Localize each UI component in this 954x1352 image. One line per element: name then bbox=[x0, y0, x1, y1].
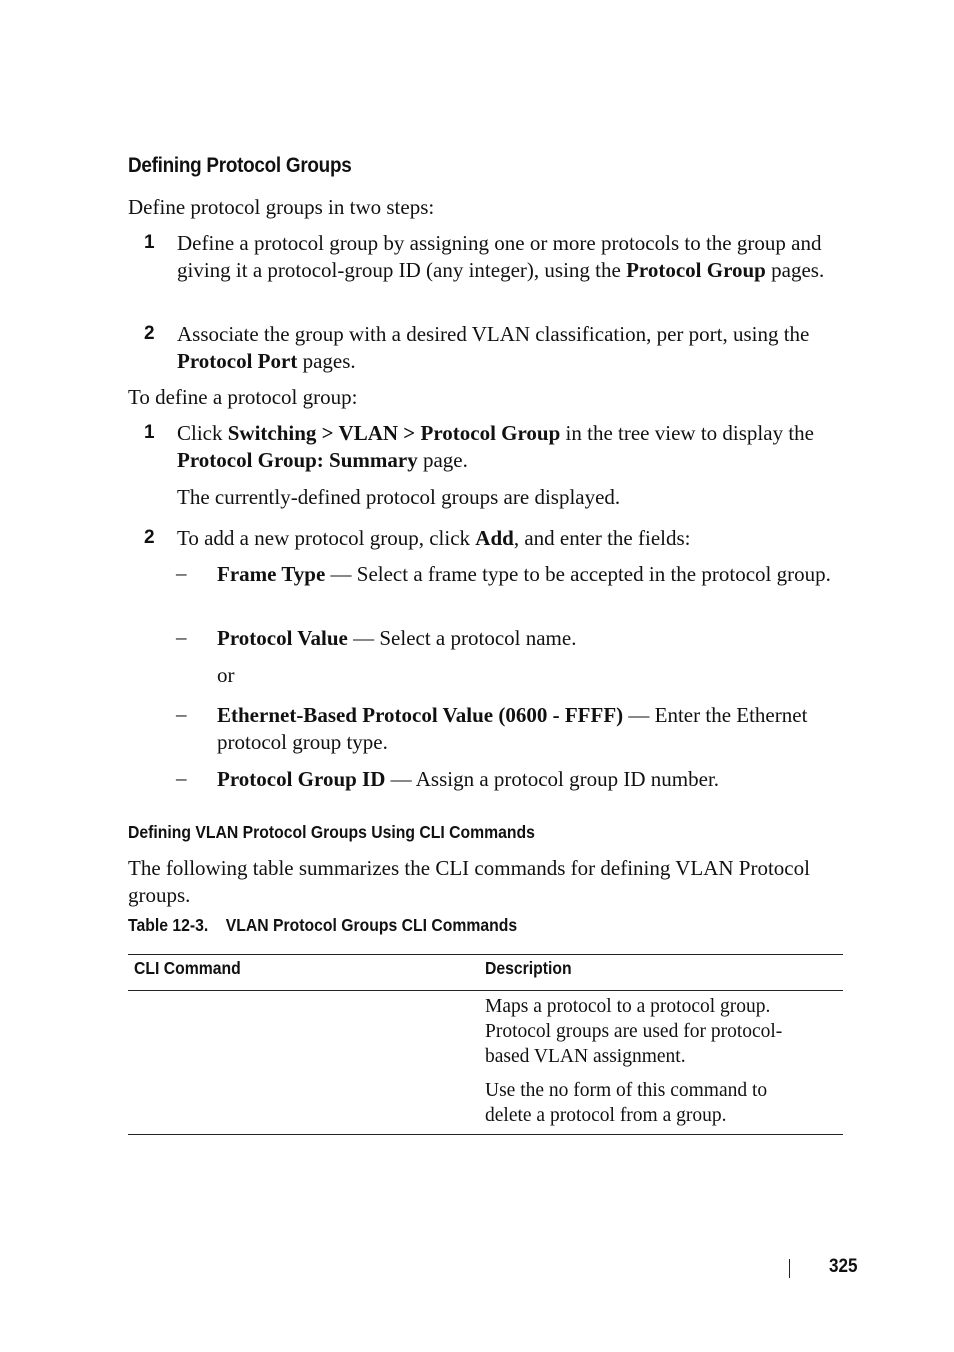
field-description: Frame Type — Select a frame type to be accepted in the protocol group. bbox=[217, 562, 831, 586]
subsection-heading: Defining VLAN Protocol Groups Using CLI Commands bbox=[128, 822, 535, 842]
step-number: 1 bbox=[144, 422, 155, 443]
field-name: Frame Type bbox=[217, 562, 326, 586]
ui-reference: Add bbox=[475, 526, 514, 550]
list-dash: – bbox=[176, 561, 187, 585]
intro-paragraph: Define protocol groups in two steps: bbox=[128, 195, 435, 219]
field-name: Protocol Group ID bbox=[217, 767, 386, 791]
step-note: The currently-defined protocol groups are displayed. bbox=[177, 485, 621, 509]
table-bottom-rule bbox=[128, 1134, 843, 1135]
table-cell-description-note: Use the no form of this command to delete a protocol from a group. bbox=[485, 1080, 768, 1126]
table-cell-description: Maps a protocol to a protocol group. Protocol groups are used for protocol-based VLAN assignment. bbox=[485, 996, 783, 1067]
ui-path: Switching > VLAN > Protocol Group bbox=[227, 421, 561, 445]
step-number: 1 bbox=[144, 232, 155, 253]
step-number: 2 bbox=[144, 323, 155, 344]
table-caption: Table 12-3. VLAN Protocol Groups CLI Commands bbox=[128, 915, 518, 935]
list-dash: – bbox=[176, 766, 187, 790]
list-dash: – bbox=[176, 702, 187, 726]
ui-reference: Protocol Port bbox=[177, 349, 298, 373]
footer-divider bbox=[789, 1259, 790, 1278]
table-header-rule bbox=[128, 990, 843, 991]
table-header-cli-command: CLI Command bbox=[134, 958, 241, 978]
field-name: Protocol Value bbox=[217, 626, 348, 650]
section-heading: Defining Protocol Groups bbox=[128, 154, 352, 177]
list-dash: – bbox=[176, 625, 187, 649]
table-top-rule bbox=[128, 954, 843, 955]
intro-paragraph: The following table summarizes the CLI commands for defining VLAN Protocol groups. bbox=[128, 856, 810, 907]
table-header-description: Description bbox=[485, 958, 572, 978]
field-name: Ethernet-Based Protocol Value (0600 - FFFF) bbox=[217, 703, 624, 727]
step-text: Associate the group with a desired VLAN classification, per port, using the Protocol Port pages. bbox=[177, 322, 810, 373]
procedure-intro: To define a protocol group: bbox=[128, 385, 358, 409]
field-description: Ethernet-Based Protocol Value (0600 - FFFF) — Enter the Ethernet protocol group type. bbox=[217, 703, 808, 754]
page-number: 325 bbox=[829, 1256, 858, 1277]
step-number: 2 bbox=[144, 527, 155, 548]
ui-reference: Protocol Group: Summary bbox=[177, 448, 418, 472]
ui-reference: Protocol Group bbox=[626, 258, 766, 282]
or-separator: or bbox=[217, 663, 235, 687]
field-description: Protocol Group ID — Assign a protocol group ID number. bbox=[217, 767, 720, 791]
step-text: Define a protocol group by assigning one or more protocols to the group and giving it a protocol-group ID (any integer), using the Protocol Group pages. bbox=[177, 231, 825, 282]
field-description: Protocol Value — Select a protocol name. bbox=[217, 626, 577, 650]
step-text: Click Switching > VLAN > Protocol Group in the tree view to display the Protocol Group: Summary page. bbox=[177, 421, 814, 472]
step-text: To add a new protocol group, click Add, and enter the fields: bbox=[177, 526, 691, 550]
